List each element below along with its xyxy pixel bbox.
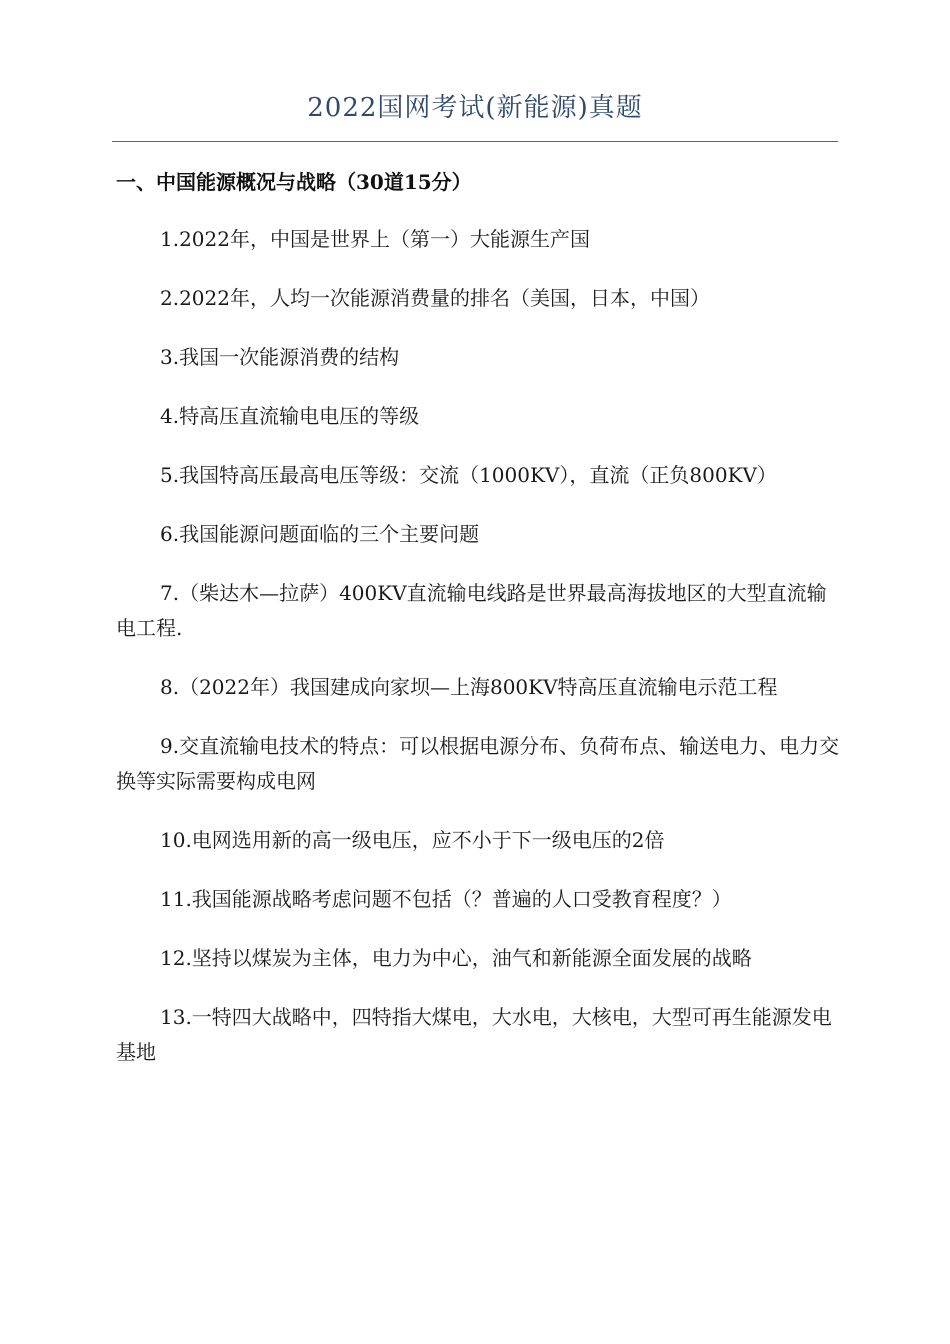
question-item: 9.交直流输电技术的特点：可以根据电源分布、负荷布点、输送电力、电力交换等实际需要构成电网: [116, 734, 840, 793]
question-item: 7.（柴达木—拉萨）400KV直流输电线路是世界最高海拔地区的大型直流输电工程.: [116, 581, 827, 640]
question-item: 2.2022年，人均一次能源消费量的排名（美国，日本，中国）: [160, 286, 710, 310]
question-item: 6.我国能源问题面临的三个主要问题: [160, 522, 480, 546]
question-item: 1.2022年，中国是世界上（第一）大能源生产国: [160, 227, 590, 251]
question-item: 5.我国特高压最高电压等级：交流（1000KV），直流（正负800KV）: [160, 463, 777, 487]
question-item: 3.我国一次能源消费的结构: [160, 345, 400, 369]
section-heading: 一、中国能源概况与战略（30道15分）: [116, 170, 472, 194]
question-item: 11.我国能源战略考虑问题不包括（？普遍的人口受教育程度？）: [160, 887, 732, 911]
question-item: 4.特高压直流输电电压的等级: [160, 404, 420, 428]
question-item: 12.坚持以煤炭为主体，电力为中心，油气和新能源全面发展的战略: [160, 946, 752, 970]
question-item: 10.电网选用新的高一级电压，应不小于下一级电压的2倍: [160, 828, 665, 852]
question-item: 8.（2022年）我国建成向家坝—上海800KV特高压直流输电示范工程: [160, 675, 778, 699]
document-title: 2022国网考试(新能源)真题: [307, 93, 643, 123]
question-list: [116, 222, 846, 1094]
question-item: 13.一特四大战略中，四特指大煤电，大水电，大核电，大型可再生能源发电基地: [116, 1005, 832, 1064]
title-divider: [112, 141, 838, 142]
